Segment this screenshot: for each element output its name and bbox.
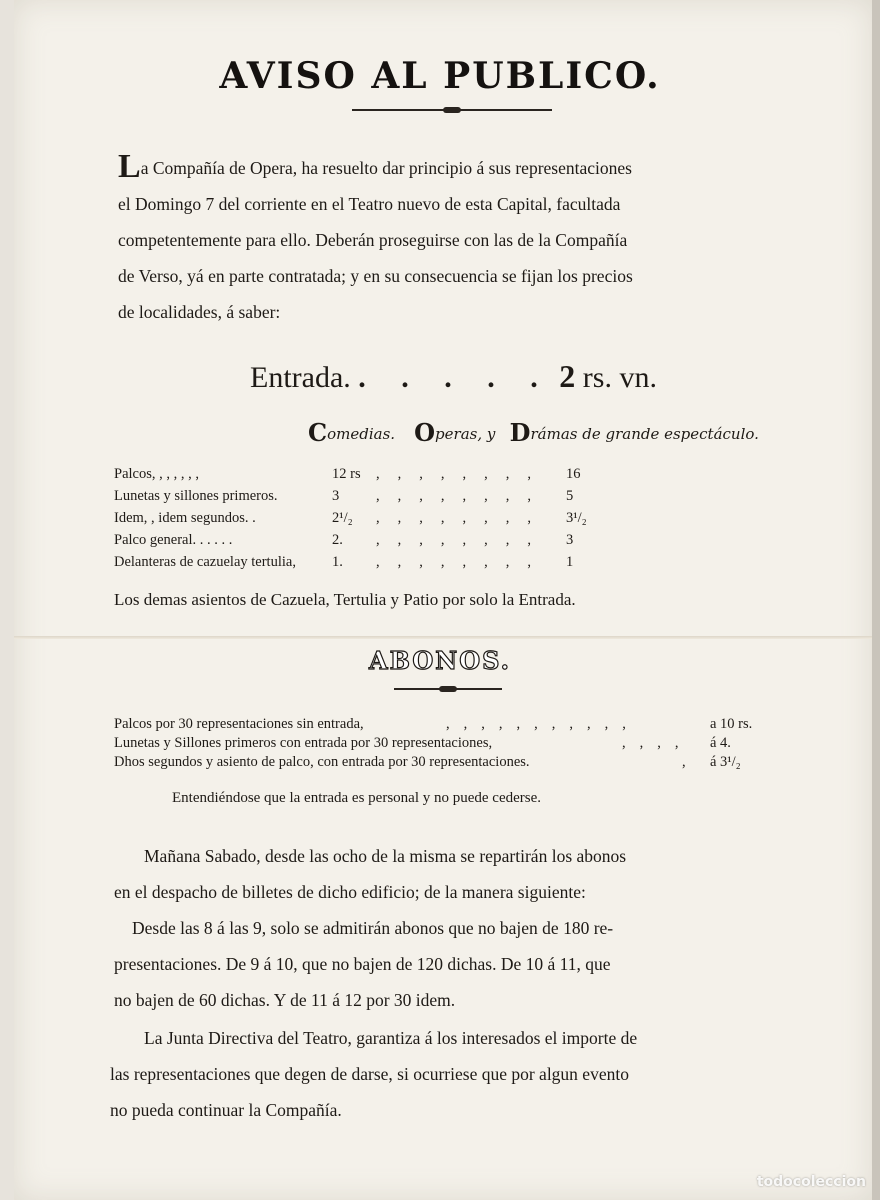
abono-row-value: á 3¹/₂ bbox=[710, 754, 741, 770]
abonos-ornament-rule bbox=[394, 688, 502, 690]
col3-label: rámas de grande espectáculo. bbox=[530, 425, 759, 443]
price-opera: 2. bbox=[332, 532, 343, 548]
entrada-label: Entrada. bbox=[250, 361, 351, 394]
price-drama: 16 bbox=[566, 466, 581, 482]
abono-row bbox=[114, 735, 774, 754]
junta-line-3: no pueda continuar la Compañía. bbox=[110, 1100, 342, 1120]
price-row-leaders: ,,,,,,,, bbox=[376, 510, 549, 526]
manana-line-1: Mañana Sabado, desde las ocho de la misma se repartirán los abonos bbox=[144, 846, 627, 866]
abono-row-leaders: ,,,,,,,,,,, bbox=[446, 716, 640, 732]
manana-paragraph bbox=[114, 838, 626, 910]
abonos-table bbox=[114, 716, 774, 773]
price-drama: 1 bbox=[566, 554, 574, 570]
entrada-personal-note: Entendiéndose que la entrada es personal y no puede cederse. bbox=[172, 790, 542, 806]
col2-label: peras, y bbox=[435, 425, 496, 443]
entrada-price-number: 2 bbox=[559, 358, 576, 394]
price-opera: 12 rs bbox=[332, 466, 361, 482]
price-opera: 2¹/₂ bbox=[332, 510, 353, 526]
intro-line-5: de localidades, á saber: bbox=[118, 302, 281, 322]
abonos-heading: ABONOS. bbox=[369, 646, 511, 675]
watermark-logo: todocoleccion bbox=[756, 1174, 866, 1190]
col1-capital: C bbox=[308, 418, 328, 447]
intro-line-2: el Domingo 7 del corriente en el Teatro nuevo de esta Capital, facultada bbox=[118, 194, 621, 214]
price-row bbox=[114, 532, 634, 554]
abono-row bbox=[114, 716, 774, 735]
price-row bbox=[114, 554, 634, 576]
ornament-dot bbox=[443, 107, 461, 113]
price-row-leaders: ,,,,,,,, bbox=[376, 554, 549, 570]
junta-paragraph bbox=[110, 1020, 637, 1128]
entrada-price-unit: rs. vn. bbox=[582, 361, 657, 394]
price-drama: 3 bbox=[566, 532, 574, 548]
price-row-leaders: ,,,,,,,, bbox=[376, 488, 549, 504]
background-edge bbox=[0, 0, 14, 1200]
price-row-label: Palcos, , , , , , , bbox=[114, 466, 199, 482]
price-row-label: Idem, , idem segundos. . bbox=[114, 510, 256, 526]
intro-line-1: La Compañía de Opera, ha resuelto dar principio á sus representaciones bbox=[118, 148, 632, 185]
col3-capital: D bbox=[509, 418, 531, 447]
intro-paragraph bbox=[118, 150, 633, 330]
abono-row-label: Lunetas y Sillones primeros con entrada por 30 representaciones, bbox=[114, 735, 493, 751]
col2-capital: O bbox=[414, 418, 436, 447]
abono-row-leaders: , bbox=[682, 754, 700, 770]
price-row-leaders: ,,,,,,,, bbox=[376, 532, 549, 548]
price-table bbox=[114, 466, 634, 576]
junta-line-1: La Junta Directiva del Teatro, garantiza á los interesados el importe de bbox=[144, 1028, 638, 1048]
ornament-dot bbox=[439, 686, 457, 692]
desde-paragraph bbox=[114, 910, 613, 1018]
price-row bbox=[114, 466, 634, 488]
page-title: AVISO AL PUBLICO. bbox=[219, 55, 661, 97]
intro-line-4: de Verso, yá en parte contratada; y en su consecuencia se fijan los precios bbox=[118, 266, 633, 286]
abono-row-label: Palcos por 30 representaciones sin entrada, bbox=[114, 716, 364, 732]
col1-label: omedias. bbox=[327, 425, 396, 443]
abono-row bbox=[114, 754, 774, 773]
entrada-dots: . . . . . bbox=[358, 361, 552, 394]
intro-line-3: competentemente para ello. Deberán proseguirse con las de la Compañía bbox=[118, 230, 628, 250]
price-opera: 3 bbox=[332, 488, 340, 504]
title-ornament-rule bbox=[352, 109, 552, 111]
drop-cap: L bbox=[118, 148, 141, 185]
abono-row-value: á 4. bbox=[710, 735, 731, 751]
price-row bbox=[114, 488, 634, 510]
manana-line-2: en el despacho de billetes de dicho edificio; de la manera siguiente: bbox=[114, 882, 586, 902]
price-drama: 5 bbox=[566, 488, 574, 504]
price-opera: 1. bbox=[332, 554, 343, 570]
paper-fold bbox=[14, 636, 872, 639]
price-row-label: Lunetas y sillones primeros. bbox=[114, 488, 278, 504]
desde-line-1: Desde las 8 á las 9, solo se admitirán abonos que no bajen de 180 re- bbox=[132, 918, 614, 938]
desde-line-3: no bajen de 60 dichas. Y de 11 á 12 por 30 idem. bbox=[114, 990, 456, 1010]
abono-row-leaders: ,,,, bbox=[622, 735, 693, 751]
price-columns-header bbox=[308, 418, 759, 447]
junta-line-2: las representaciones que degen de darse, si ocurriese que por algun evento bbox=[110, 1064, 629, 1084]
demas-asientos-note: Los demas asientos de Cazuela, Tertulia y Patio por solo la Entrada. bbox=[114, 590, 576, 609]
price-drama: 3¹/₂ bbox=[566, 510, 587, 526]
price-row bbox=[114, 510, 634, 532]
abono-row-value: a 10 rs. bbox=[710, 716, 753, 732]
price-row-label: Palco general. . . . . . bbox=[114, 532, 233, 548]
desde-line-2: presentaciones. De 9 á 10, que no bajen de 120 dichas. De 10 á 11, que bbox=[114, 954, 611, 974]
entrada-price bbox=[250, 358, 657, 395]
abono-row-label: Dhos segundos y asiento de palco, con entrada por 30 representaciones. bbox=[114, 754, 530, 770]
price-row-label: Delanteras de cazuelay tertulia, bbox=[114, 554, 296, 570]
price-row-leaders: ,,,,,,,, bbox=[376, 466, 549, 482]
